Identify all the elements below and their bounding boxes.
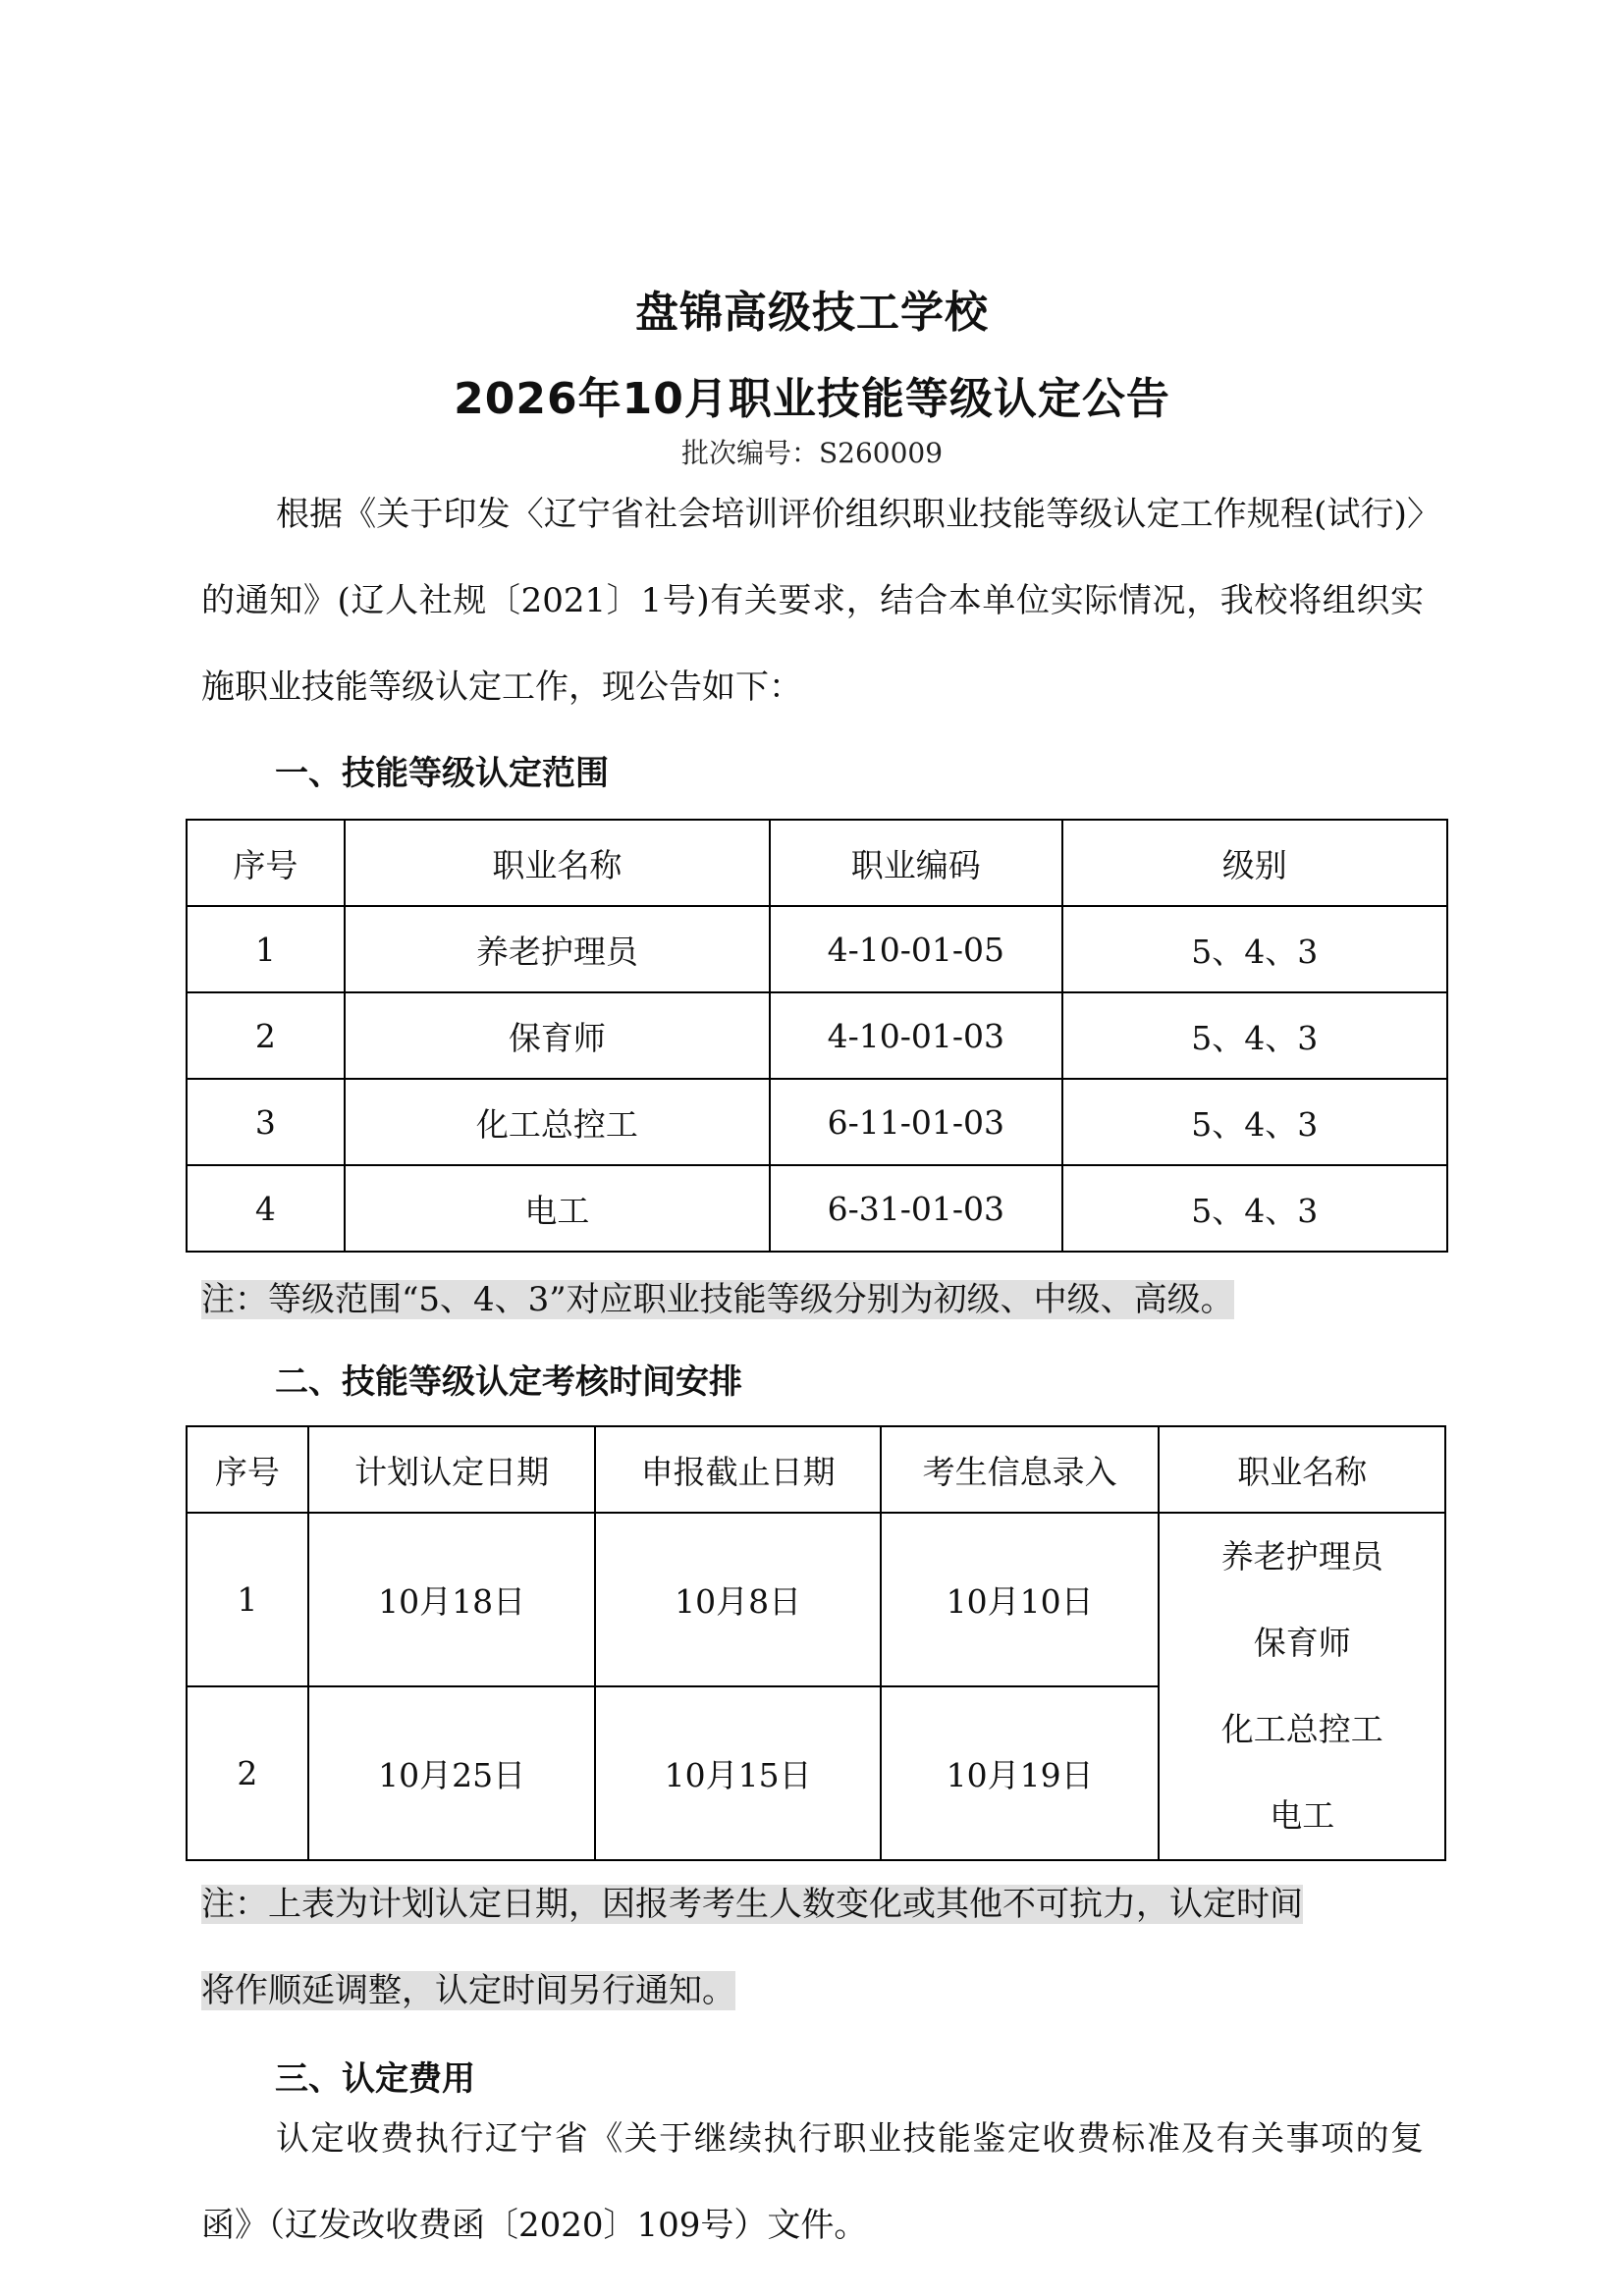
table-row (187, 1165, 1447, 1252)
table-cell: 4 (187, 1165, 345, 1252)
occupation-item: 化工总控工 (1220, 1710, 1383, 1748)
table-cell: 10月19日 (881, 1686, 1160, 1860)
table-header-row (187, 1426, 1445, 1513)
table-header-row (187, 820, 1447, 906)
occupation-item: 电工 (1270, 1796, 1335, 1835)
section1-note (201, 1256, 1234, 1343)
section1-heading: 一、技能等级认定范围 (275, 754, 609, 793)
occupation-item: 养老护理员 (1220, 1537, 1383, 1575)
note-highlight: 将作顺延调整，认定时间另行通知。 (201, 1971, 735, 2010)
intro-paragraph: 根据《关于印发〈辽宁省社会培训评价组织职业技能等级认定工作规程(试行)〉的通知》(辽人社规〔2021〕1号)有关要求，结合本单位实际情况，我校将组织实施职业技能等级认定工作，现公告如下： (201, 495, 1424, 707)
table-row (187, 1079, 1447, 1165)
column-header: 职业名称 (345, 820, 770, 906)
table-row (187, 992, 1447, 1079)
table-cell: 5、4、3 (1062, 1079, 1447, 1165)
table-row (187, 1513, 1445, 1686)
table-cell: 10月15日 (595, 1686, 881, 1860)
section2-note (201, 1861, 1303, 2034)
column-header: 职业名称 (1159, 1426, 1445, 1513)
table-cell: 4-10-01-03 (770, 992, 1062, 1079)
table-cell: 化工总控工 (345, 1079, 770, 1165)
table-cell: 保育师 (345, 992, 770, 1079)
occupation-item: 保育师 (1253, 1624, 1351, 1662)
table-cell: 2 (187, 1686, 308, 1860)
table-cell: 10月8日 (595, 1513, 881, 1686)
table-cell: 6-11-01-03 (770, 1079, 1062, 1165)
column-header: 考生信息录入 (881, 1426, 1160, 1513)
column-header: 序号 (187, 1426, 308, 1513)
scope-table (186, 819, 1448, 1253)
table-cell: 2 (187, 992, 345, 1079)
note-highlight: 注：等级范围“5、4、3”对应职业技能等级分别为初级、中级、高级。 (201, 1280, 1234, 1319)
table-cell: 5、4、3 (1062, 992, 1447, 1079)
table-row (187, 906, 1447, 992)
section2-heading: 二、技能等级认定考核时间安排 (275, 1362, 742, 1402)
note-highlight: 注：上表为计划认定日期，因报考考生人数变化或其他不可抗力，认定时间 (201, 1885, 1303, 1924)
column-header: 序号 (187, 820, 345, 906)
table-cell: 4-10-01-05 (770, 906, 1062, 992)
occupation-cell (1159, 1513, 1445, 1860)
column-header: 级别 (1062, 820, 1447, 906)
schedule-table (186, 1425, 1446, 1861)
table-cell: 5、4、3 (1062, 906, 1447, 992)
table-cell: 6-31-01-03 (770, 1165, 1062, 1252)
announcement-title: 2026年10月职业技能等级认定公告 (454, 374, 1170, 424)
table-cell: 3 (187, 1079, 345, 1165)
section3-heading: 三、认定费用 (275, 2059, 475, 2099)
batch-number: 批次编号：S260009 (680, 437, 944, 469)
fee-paragraph: 认定收费执行辽宁省《关于继续执行职业技能鉴定收费标准及有关事项的复函》（辽发改收费函〔2020〕109号）文件。 (201, 2119, 1424, 2245)
table-cell: 10月25日 (308, 1686, 596, 1860)
table-cell: 10月10日 (881, 1513, 1160, 1686)
table-cell: 养老护理员 (345, 906, 770, 992)
table-cell: 10月18日 (308, 1513, 596, 1686)
document-title: 盘锦高级技工学校 (635, 288, 989, 338)
column-header: 计划认定日期 (308, 1426, 596, 1513)
table-cell: 电工 (345, 1165, 770, 1252)
column-header: 职业编码 (770, 820, 1062, 906)
table-cell: 5、4、3 (1062, 1165, 1447, 1252)
table-cell: 1 (187, 1513, 308, 1686)
column-header: 申报截止日期 (595, 1426, 881, 1513)
table-cell: 1 (187, 906, 345, 992)
